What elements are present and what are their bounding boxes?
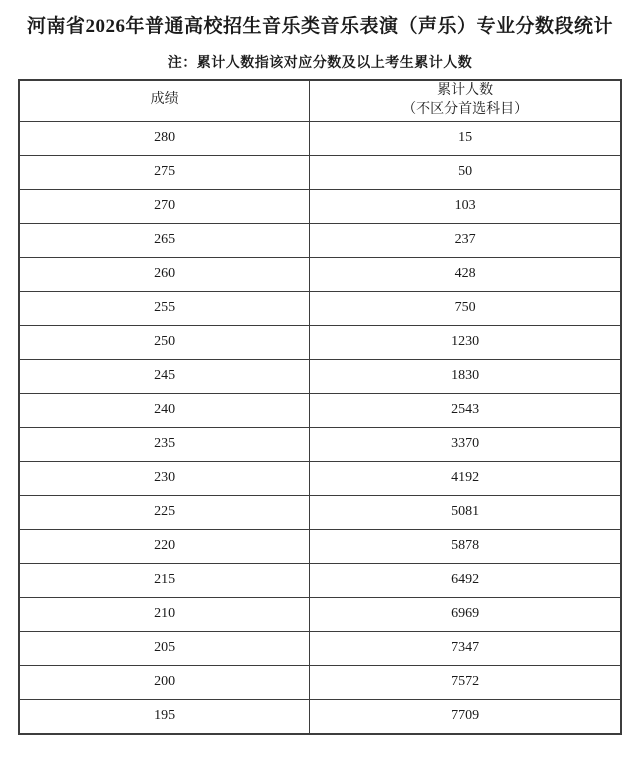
table-row	[19, 631, 621, 665]
count-column-header	[310, 80, 621, 122]
table-row	[19, 495, 621, 529]
score-cell: 220	[19, 529, 310, 563]
table-row	[19, 325, 621, 359]
count-cell: 4192	[310, 461, 621, 495]
score-cell: 260	[19, 257, 310, 291]
count-cell: 1230	[310, 325, 621, 359]
score-cell: 200	[19, 665, 310, 699]
table-row	[19, 461, 621, 495]
score-cell: 280	[19, 121, 310, 155]
count-cell: 103	[310, 189, 621, 223]
count-cell: 750	[310, 291, 621, 325]
count-cell: 7709	[310, 699, 621, 734]
score-cell: 195	[19, 699, 310, 734]
count-cell: 6492	[310, 563, 621, 597]
table-row	[19, 563, 621, 597]
score-cell: 210	[19, 597, 310, 631]
table-row	[19, 699, 621, 734]
table-row	[19, 393, 621, 427]
table-row	[19, 359, 621, 393]
count-header-line1: 累计人数	[437, 82, 494, 98]
table-row	[19, 597, 621, 631]
table-row	[19, 155, 621, 189]
table-row	[19, 427, 621, 461]
count-cell: 7572	[310, 665, 621, 699]
count-cell: 5081	[310, 495, 621, 529]
table-row	[19, 257, 621, 291]
score-cell: 235	[19, 427, 310, 461]
score-cell: 265	[19, 223, 310, 257]
count-cell: 3370	[310, 427, 621, 461]
table-row	[19, 665, 621, 699]
count-cell: 15	[310, 121, 621, 155]
table-row	[19, 529, 621, 563]
count-header-line2: （不区分首选科目）	[402, 101, 529, 117]
count-cell: 7347	[310, 631, 621, 665]
table-body	[19, 121, 621, 734]
count-cell: 6969	[310, 597, 621, 631]
score-cell: 230	[19, 461, 310, 495]
count-cell: 50	[310, 155, 621, 189]
table-row	[19, 121, 621, 155]
score-statistics-table	[18, 79, 622, 735]
score-cell: 245	[19, 359, 310, 393]
count-cell: 5878	[310, 529, 621, 563]
count-cell: 237	[310, 223, 621, 257]
page-title: 河南省2026年普通高校招生音乐类音乐表演（声乐）专业分数段统计	[26, 16, 613, 37]
score-cell: 215	[19, 563, 310, 597]
header-row	[19, 80, 621, 122]
score-column-header: 成绩	[19, 80, 310, 122]
score-cell: 225	[19, 495, 310, 529]
score-cell: 205	[19, 631, 310, 665]
table-header	[19, 80, 621, 122]
count-cell: 2543	[310, 393, 621, 427]
table-row	[19, 291, 621, 325]
score-cell: 270	[19, 189, 310, 223]
count-cell: 1830	[310, 359, 621, 393]
score-cell: 275	[19, 155, 310, 189]
table-row	[19, 223, 621, 257]
note-text: 注：累计人数指该对应分数及以上考生累计人数	[167, 55, 473, 71]
table-row	[19, 189, 621, 223]
score-cell: 240	[19, 393, 310, 427]
score-cell: 255	[19, 291, 310, 325]
count-cell: 428	[310, 257, 621, 291]
score-cell: 250	[19, 325, 310, 359]
